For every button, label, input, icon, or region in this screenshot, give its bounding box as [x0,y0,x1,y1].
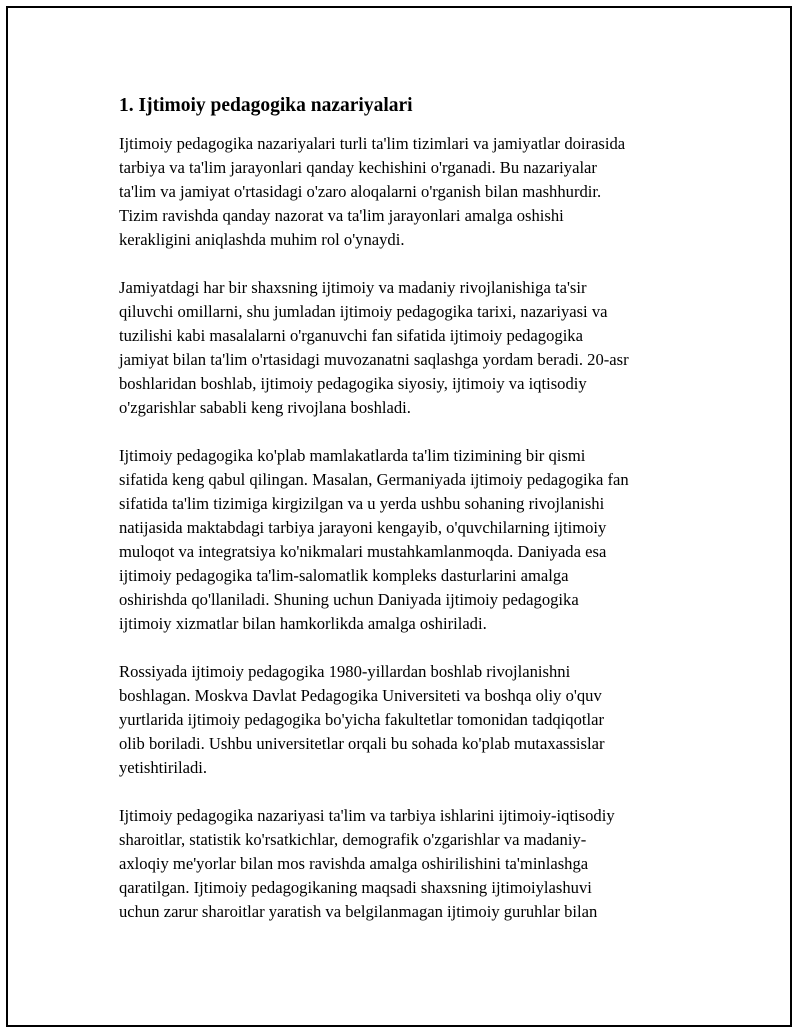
text-line: ijtimoiy pedagogika ta'lim-salomatlik kompleks dasturlarini amalga [119,566,569,585]
text-line: oshirishda qo'llaniladi. Shuning uchun Daniyada ijtimoiy pedagogika [119,590,579,609]
text-line: tarbiya va ta'lim jarayonlari qanday kechishini o'rganadi. Bu nazariyalar [119,158,597,177]
text-line: kerakligini aniqlashda muhim rol o'ynaydi. [119,230,405,249]
text-line: sifatida keng qabul qilingan. Masalan, Germaniyada ijtimoiy pedagogika fan [119,470,629,489]
text-line: boshlagan. Moskva Davlat Pedagogika Universiteti va boshqa oliy o'quv [119,686,602,705]
text-line: ijtimoiy xizmatlar bilan hamkorlikda amalga oshiriladi. [119,614,487,633]
text-line: natijasida maktabdagi tarbiya jarayoni kengayib, o'quvchilarning ijtimoiy [119,518,607,537]
text-line: jamiyat bilan ta'lim o'rtasidagi muvozanatni saqlashga yordam beradi. 20-asr [119,350,629,369]
text-line: Rossiyada ijtimoiy pedagogika 1980-yillardan boshlab rivojlanishni [119,662,571,681]
text-line: ta'lim va jamiyat o'rtasidagi o'zaro aloqalarni o'rganish bilan mashhurdir. [119,182,602,201]
text-line: Jamiyatdagi har bir shaxsning ijtimoiy va madaniy rivojlanishiga ta'sir [119,278,587,297]
text-line: tuzilishi kabi masalalarni o'rganuvchi fan sifatida ijtimoiy pedagogika [119,326,583,345]
text-line: Tizim ravishda qanday nazorat va ta'lim jarayonlari amalga oshishi [119,206,564,225]
text-line: uchun zarur sharoitlar yaratish va belgilanmagan ijtimoiy guruhlar bilan [119,902,598,921]
text-line: muloqot va integratsiya ko'nikmalari mustahkamlanmoqda. Daniyada esa [119,542,607,561]
text-line: yurtlarida ijtimoiy pedagogika bo'yicha fakultetlar tomonidan tadqiqotlar [119,710,604,729]
text-line: qiluvchi omillarni, shu jumladan ijtimoiy pedagogika tarixi, nazariyasi va [119,302,608,321]
text-line: Ijtimoiy pedagogika ko'plab mamlakatlarda ta'lim tizimining bir qismi [119,446,586,465]
text-line: Ijtimoiy pedagogika nazariyalari turli ta'lim tizimlari va jamiyatlar doirasida [119,134,626,153]
paragraph [119,132,691,252]
text-line: sifatida ta'lim tizimiga kirgizilgan va u yerda ushbu sohaning rivojlanishi [119,494,605,513]
text-line: o'zgarishlar sababli keng rivojlana boshladi. [119,398,411,417]
text-line: sharoitlar, statistik ko'rsatkichlar, demografik o'zgarishlar va madaniy- [119,830,587,849]
text-line: yetishtiriladi. [119,758,208,777]
document-body [119,92,691,948]
paragraph [119,660,691,780]
text-line: Ijtimoiy pedagogika nazariyasi ta'lim va tarbiya ishlarini ijtimoiy-iqtisodiy [119,806,615,825]
paragraph [119,444,691,636]
text-line: boshlaridan boshlab, ijtimoiy pedagogika siyosiy, ijtimoiy va iqtisodiy [119,374,587,393]
text-line: qaratilgan. Ijtimoiy pedagogikaning maqsadi shaxsning ijtimoiylashuvi [119,878,592,897]
section-heading: 1. Ijtimoiy pedagogika nazariyalari [119,95,413,116]
paragraphs-container [119,132,691,924]
text-line: olib boriladi. Ushbu universitetlar orqali bu sohada ko'plab mutaxassislar [119,734,605,753]
paragraph [119,804,691,924]
text-line: axloqiy me'yorlar bilan mos ravishda amalga oshirilishini ta'minlashga [119,854,589,873]
paragraph [119,276,691,420]
